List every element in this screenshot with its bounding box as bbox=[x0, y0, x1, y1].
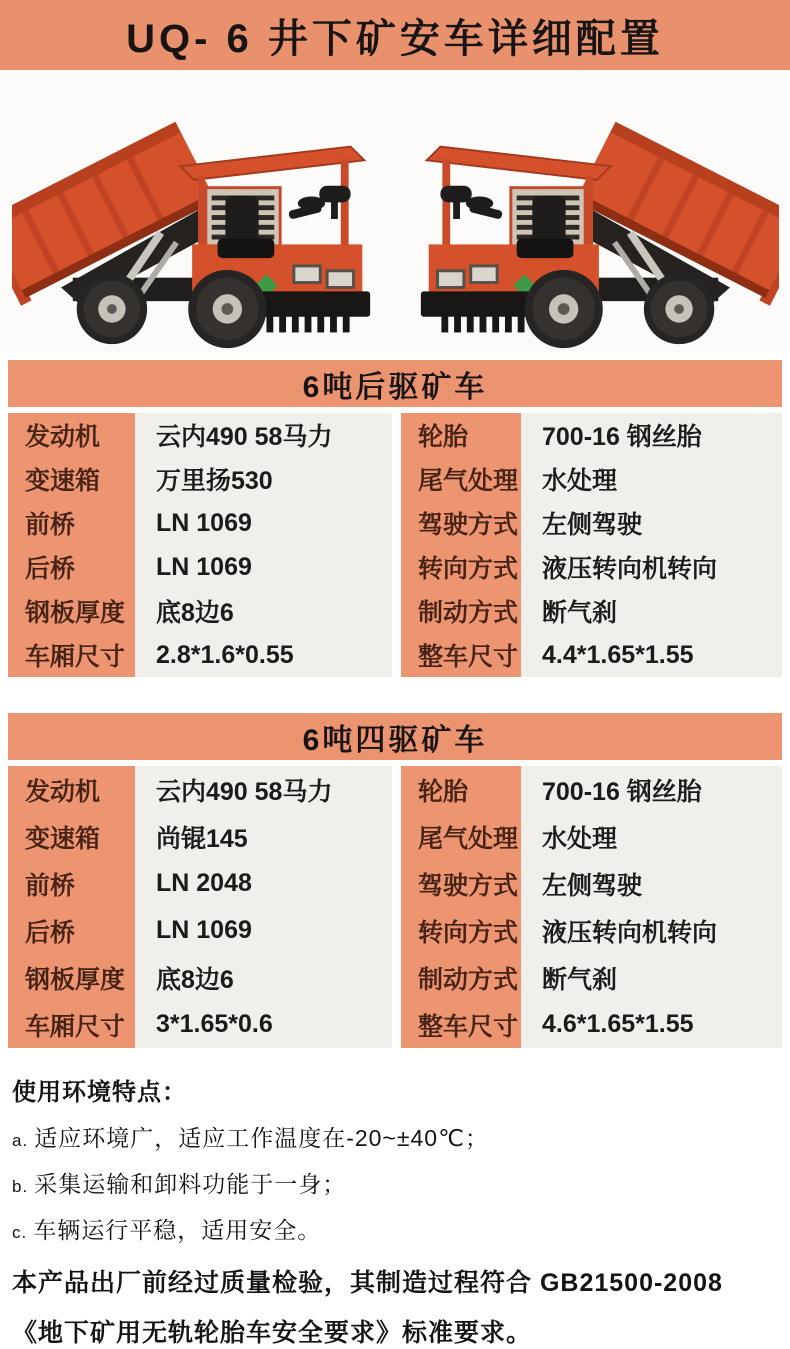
note-prefix: b. bbox=[12, 1177, 29, 1196]
spec-value: 4.6*1.65*1.55 bbox=[521, 1001, 782, 1048]
spec-value: 云内490 58马力 bbox=[135, 413, 392, 457]
spec-label: 车厢尺寸 bbox=[8, 633, 135, 677]
column-gap bbox=[392, 954, 401, 1001]
spec-value: 4.4*1.65*1.55 bbox=[521, 633, 782, 677]
spec-label: 尾气处理 bbox=[401, 813, 521, 860]
note-text: 车辆运行平稳，适用安全。 bbox=[33, 1217, 322, 1243]
spec-value: 水处理 bbox=[521, 457, 782, 501]
spec-rows bbox=[8, 413, 782, 677]
note-item-b bbox=[12, 1166, 778, 1199]
truck-photo-left bbox=[0, 74, 395, 352]
column-gap bbox=[392, 501, 401, 545]
quality-statement-line2: 《地下矿用无轨轮胎车安全要求》标准要求。 bbox=[12, 1319, 533, 1347]
spec-value: 3*1.65*0.6 bbox=[135, 1001, 392, 1048]
spec-value: 断气刹 bbox=[521, 954, 782, 1001]
spec-value: 左侧驾驶 bbox=[521, 860, 782, 907]
note-text: 适应环境广，适应工作温度在-20~±40℃； bbox=[34, 1125, 489, 1151]
spec-label: 变速箱 bbox=[8, 813, 135, 860]
column-gap bbox=[392, 545, 401, 589]
spec-label: 钢板厚度 bbox=[8, 954, 135, 1001]
spec-value: 底8边6 bbox=[135, 589, 392, 633]
column-gap bbox=[392, 633, 401, 677]
spec-label: 转向方式 bbox=[401, 545, 521, 589]
spec-label: 发动机 bbox=[8, 413, 135, 457]
spec-value: 水处理 bbox=[521, 813, 782, 860]
spec-label: 变速箱 bbox=[8, 457, 135, 501]
spec-value: 断气刹 bbox=[521, 589, 782, 633]
spec-label: 前桥 bbox=[8, 501, 135, 545]
column-gap bbox=[392, 907, 401, 954]
spec-rows bbox=[8, 766, 782, 1048]
column-gap bbox=[392, 1001, 401, 1048]
usage-notes bbox=[12, 1072, 778, 1349]
spec-label: 整车尺寸 bbox=[401, 633, 521, 677]
spec-label: 转向方式 bbox=[401, 907, 521, 954]
spec-value: LN 2048 bbox=[135, 860, 392, 907]
quality-statement-line1: 本产品出厂前经过质量检验，其制造过程符合 GB21500-2008 bbox=[12, 1269, 723, 1297]
note-prefix: c. bbox=[12, 1223, 28, 1242]
product-photos bbox=[0, 70, 790, 352]
note-text: 采集运输和卸料功能于一身； bbox=[34, 1171, 347, 1197]
spec-value: 液压转向机转向 bbox=[521, 907, 782, 954]
page-title: UQ- 6 井下矿安车详细配置 bbox=[0, 0, 790, 70]
notes-heading: 使用环境特点： bbox=[12, 1079, 187, 1106]
table-title: 6吨四驱矿车 bbox=[8, 713, 782, 760]
spec-label: 轮胎 bbox=[401, 413, 521, 457]
spec-value: 2.8*1.6*0.55 bbox=[135, 633, 392, 677]
column-gap bbox=[392, 813, 401, 860]
note-item-c bbox=[12, 1212, 778, 1245]
spec-label: 发动机 bbox=[8, 766, 135, 813]
column-gap bbox=[392, 589, 401, 633]
spec-value: 万里扬530 bbox=[135, 457, 392, 501]
spec-value: 左侧驾驶 bbox=[521, 501, 782, 545]
spec-label: 后桥 bbox=[8, 545, 135, 589]
spec-label: 制动方式 bbox=[401, 954, 521, 1001]
spec-value: LN 1069 bbox=[135, 501, 392, 545]
spec-label: 驾驶方式 bbox=[401, 501, 521, 545]
spec-value: 云内490 58马力 bbox=[135, 766, 392, 813]
column-gap bbox=[392, 457, 401, 501]
spec-table-four-wheel-drive bbox=[8, 713, 782, 1048]
spec-label: 整车尺寸 bbox=[401, 1001, 521, 1048]
spec-value: LN 1069 bbox=[135, 545, 392, 589]
spec-value: 700-16 钢丝胎 bbox=[521, 413, 782, 457]
column-gap bbox=[392, 413, 401, 457]
column-gap bbox=[392, 860, 401, 907]
spec-label: 后桥 bbox=[8, 907, 135, 954]
spec-value: 底8边6 bbox=[135, 954, 392, 1001]
spec-value: 尚锟145 bbox=[135, 813, 392, 860]
spec-label: 钢板厚度 bbox=[8, 589, 135, 633]
note-prefix: a. bbox=[12, 1131, 29, 1150]
spec-value: 液压转向机转向 bbox=[521, 545, 782, 589]
spec-label: 前桥 bbox=[8, 860, 135, 907]
spec-label: 制动方式 bbox=[401, 589, 521, 633]
table-title: 6吨后驱矿车 bbox=[8, 360, 782, 407]
spec-label: 车厢尺寸 bbox=[8, 1001, 135, 1048]
column-gap bbox=[392, 766, 401, 813]
spec-label: 尾气处理 bbox=[401, 457, 521, 501]
spec-label: 轮胎 bbox=[401, 766, 521, 813]
spec-label: 驾驶方式 bbox=[401, 860, 521, 907]
spec-value: 700-16 钢丝胎 bbox=[521, 766, 782, 813]
spec-value: LN 1069 bbox=[135, 907, 392, 954]
truck-photo-right bbox=[395, 74, 790, 352]
note-item-a bbox=[12, 1120, 778, 1153]
spec-table-rear-drive bbox=[8, 360, 782, 677]
